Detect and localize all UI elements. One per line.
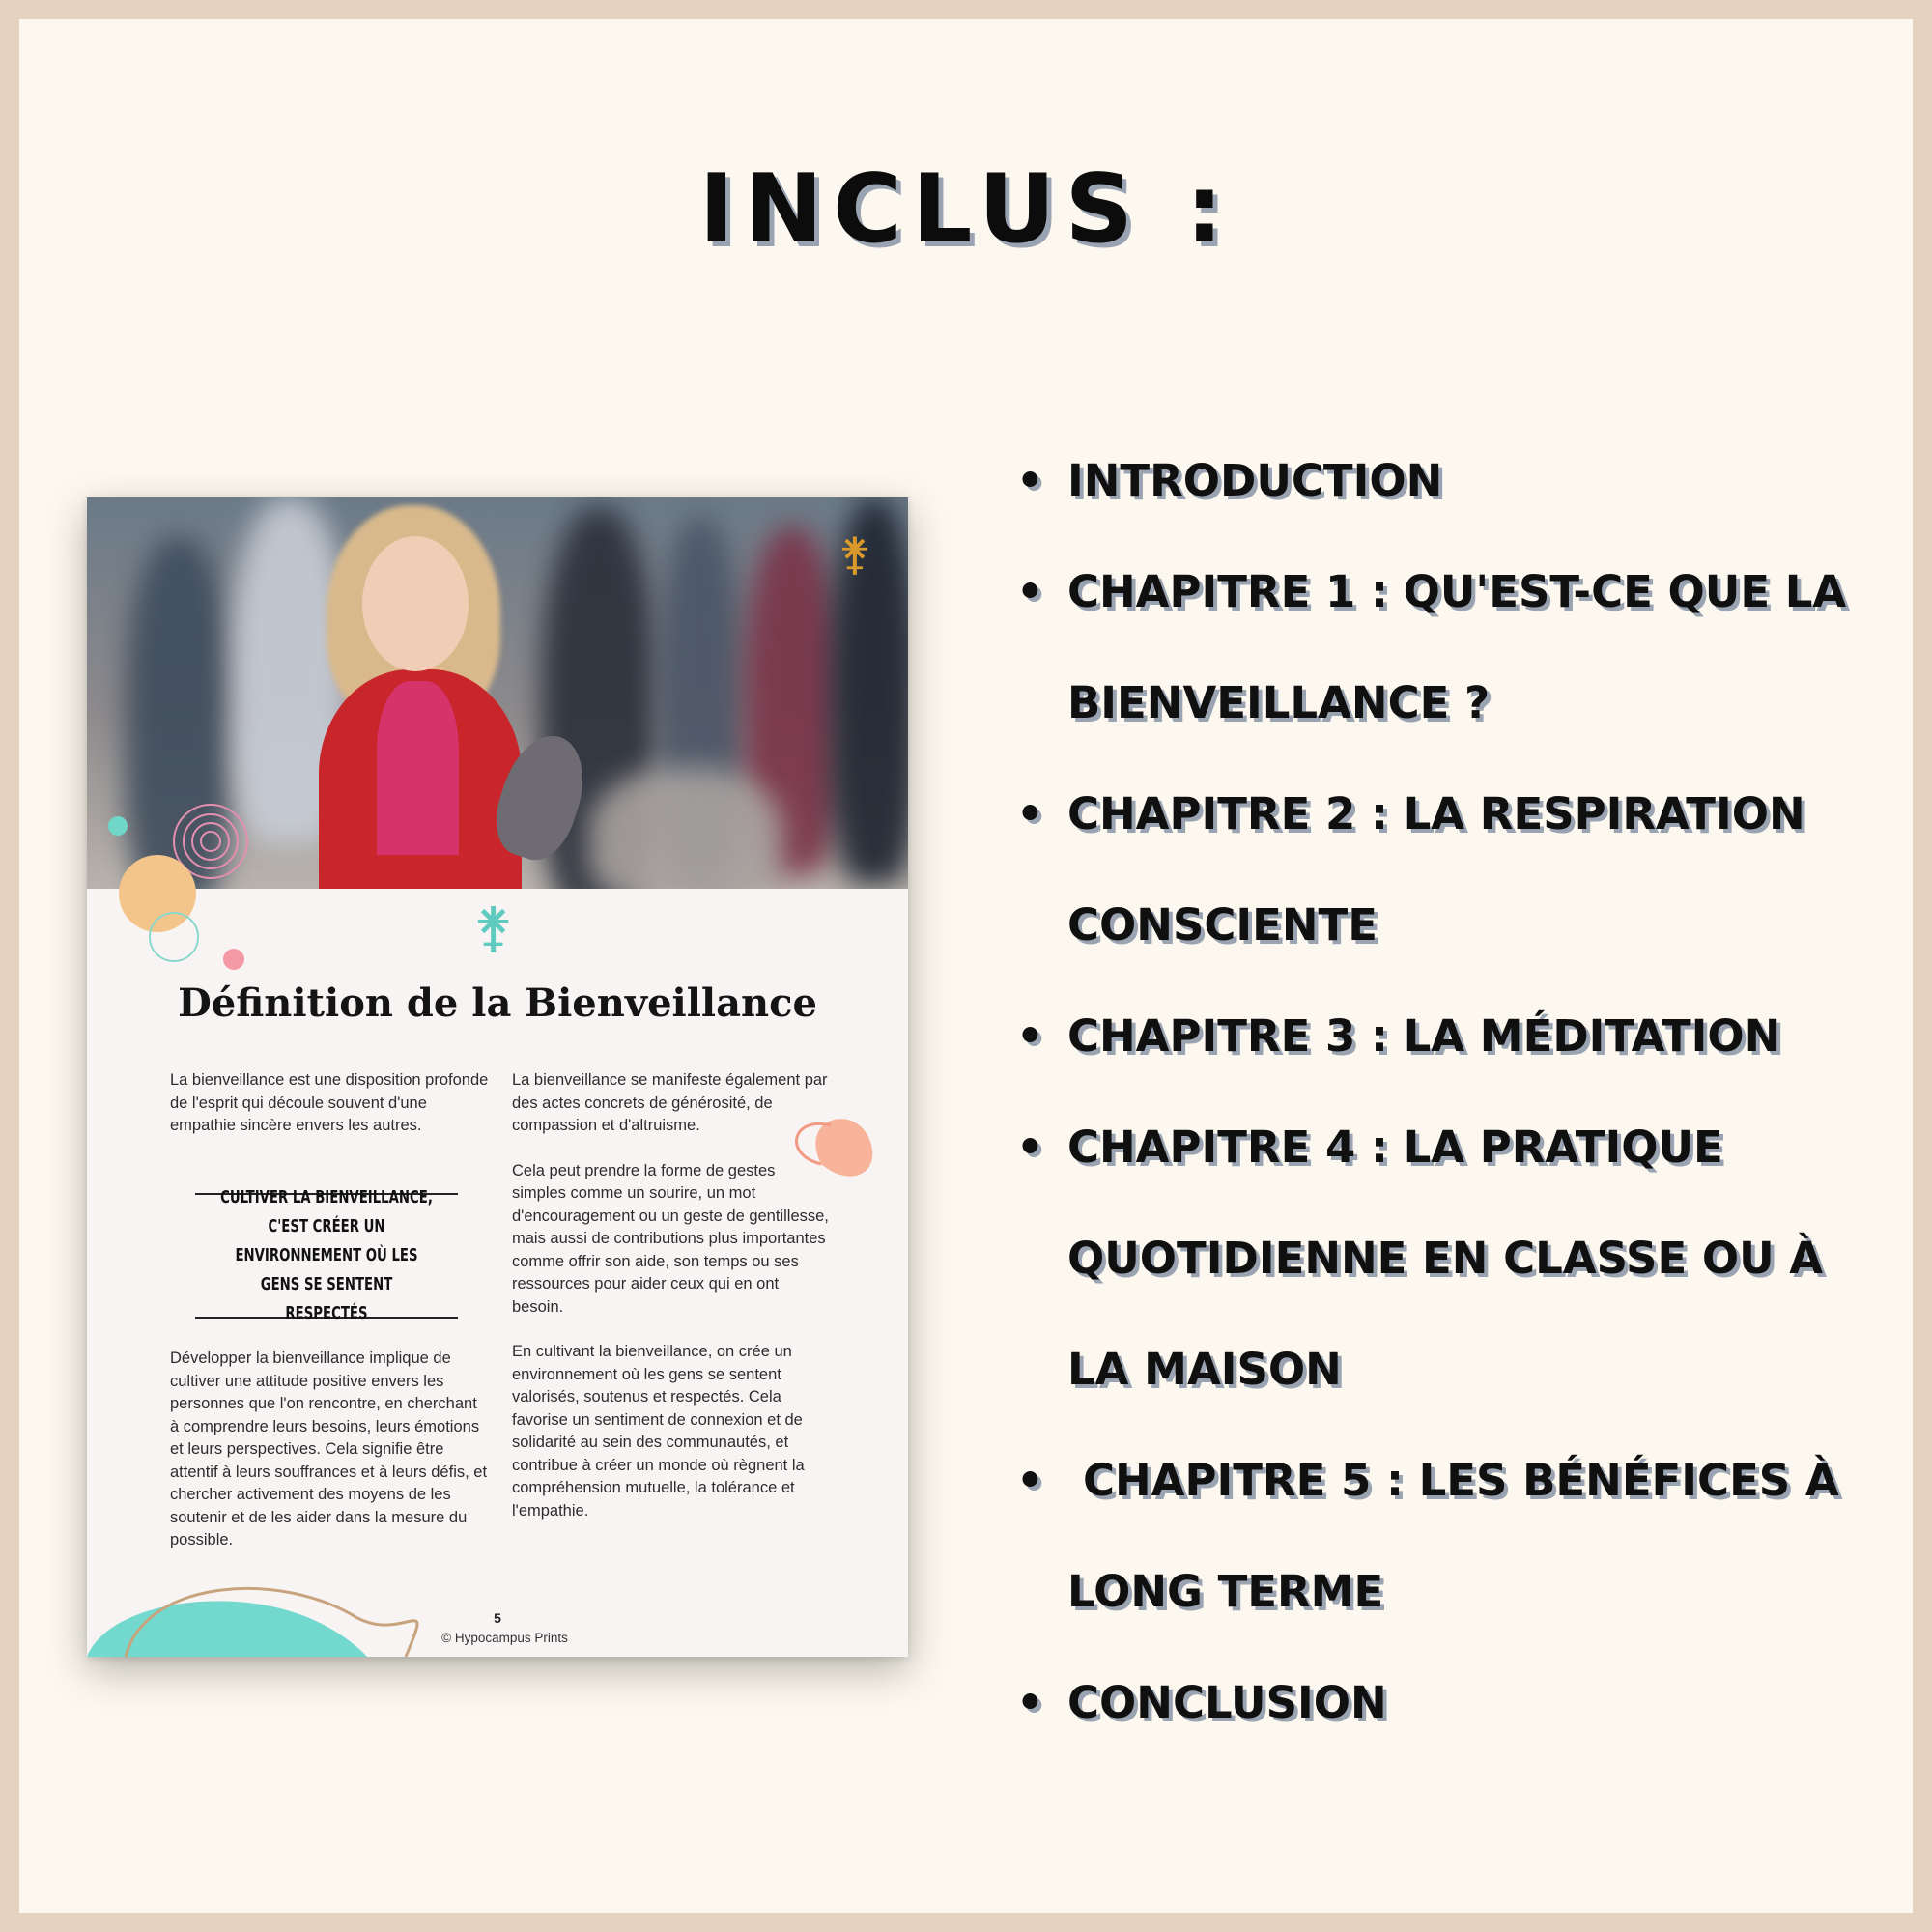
- copyright: © Hypocampus Prints: [441, 1631, 568, 1645]
- page-number: 5: [494, 1610, 501, 1626]
- contents-item: • CHAPITRE 1 : QU'EST-CE QUE LA: [1014, 536, 1893, 647]
- pull-quote: [195, 1187, 458, 1323]
- contents-item: • CHAPITRE 3 : LA MÉDITATION: [1014, 980, 1893, 1092]
- contents-item-continuation: QUOTIDIENNE EN CLASSE OU À: [1067, 1233, 1824, 1284]
- bullet-icon: •: [1016, 1677, 1044, 1728]
- paragraph: En cultivant la bienveillance, on crée un environnement où les gens se sentent valorisés, soutenus et respectés. Cela favorise un sentiment de connexion et de solidarité au sein des communautés, et contribue à créer un monde où règnent la compréhension mutuelle, la tolérance et l'empathie.: [512, 1343, 805, 1520]
- bullet-icon: •: [1016, 455, 1044, 506]
- contents-item-continuation: BIENVEILLANCE ?: [1067, 677, 1491, 728]
- page-heading: Définition de la Bienveillance: [178, 980, 817, 1026]
- slide-title: INCLUS :: [698, 155, 1234, 265]
- paragraph: La bienveillance se manifeste également par des actes concrets de générosité, de compassion et d'altruisme.: [512, 1071, 828, 1134]
- column-left: [170, 1069, 489, 1160]
- dot-pink: [223, 949, 244, 970]
- contents-item: • CHAPITRE 4 : LA PRATIQUE: [1014, 1092, 1893, 1203]
- paragraph: Cela peut prendre la forme de gestes simples comme un sourire, un mot d'encouragement ou un geste de gentillesse, mais aussi de contributions plus importantes comme offrir son aide, son temps ou ses ressources pour aider ceux qui en ont besoin.: [512, 1161, 829, 1316]
- bullet-icon: •: [1016, 788, 1044, 839]
- document-page-preview: [87, 497, 908, 1657]
- paragraph: Développer la bienveillance implique de cultiver une attitude positive envers les personnes que l'on rencontre, en cherchant à comprendre leurs besoins, leurs émotions et leurs perspectives. Cela signifie être attentif à leurs souffrances et à leurs défis, et chercher activement des moyens de les soutenir et de les aider dans la mesure du possible.: [170, 1350, 488, 1548]
- bullet-icon: •: [1016, 1122, 1044, 1173]
- contents-item: • CONCLUSION: [1014, 1647, 1893, 1758]
- column-right: [512, 1069, 831, 1545]
- seahorse-icon: ⚵: [473, 896, 514, 959]
- bullet-icon: •: [1016, 566, 1044, 617]
- contents-item: • INTRODUCTION: [1014, 425, 1893, 536]
- product-slide: [19, 19, 1913, 1913]
- dot-teal: [108, 816, 128, 836]
- contents-item-continuation: LONG TERME: [1067, 1566, 1384, 1617]
- contents-item: • CHAPITRE 2 : LA RESPIRATION: [1014, 758, 1893, 869]
- contents-item: • CHAPITRE 5 : LES BÉNÉFICES À: [1014, 1425, 1893, 1536]
- contents-item-continuation: LA MAISON: [1067, 1344, 1342, 1395]
- seahorse-icon: ⚵: [838, 527, 871, 580]
- bullet-icon: •: [1016, 1455, 1044, 1506]
- bullet-icon: •: [1016, 1010, 1044, 1062]
- column-left-lower: [170, 1348, 489, 1575]
- paragraph: La bienveillance est une disposition profonde de l'esprit qui découle souvent d'une empathie sincère envers les autres.: [170, 1071, 489, 1134]
- pull-quote-text: CULTIVER LA BIENVEILLANCE, C'EST CRÉER UN ENVIRONNEMENT OÙ LES GENS SE SENTENT RESPECTÉS: [220, 1187, 433, 1323]
- contents-item-continuation: CONSCIENTE: [1067, 899, 1378, 951]
- contents-list: [1014, 425, 1893, 1758]
